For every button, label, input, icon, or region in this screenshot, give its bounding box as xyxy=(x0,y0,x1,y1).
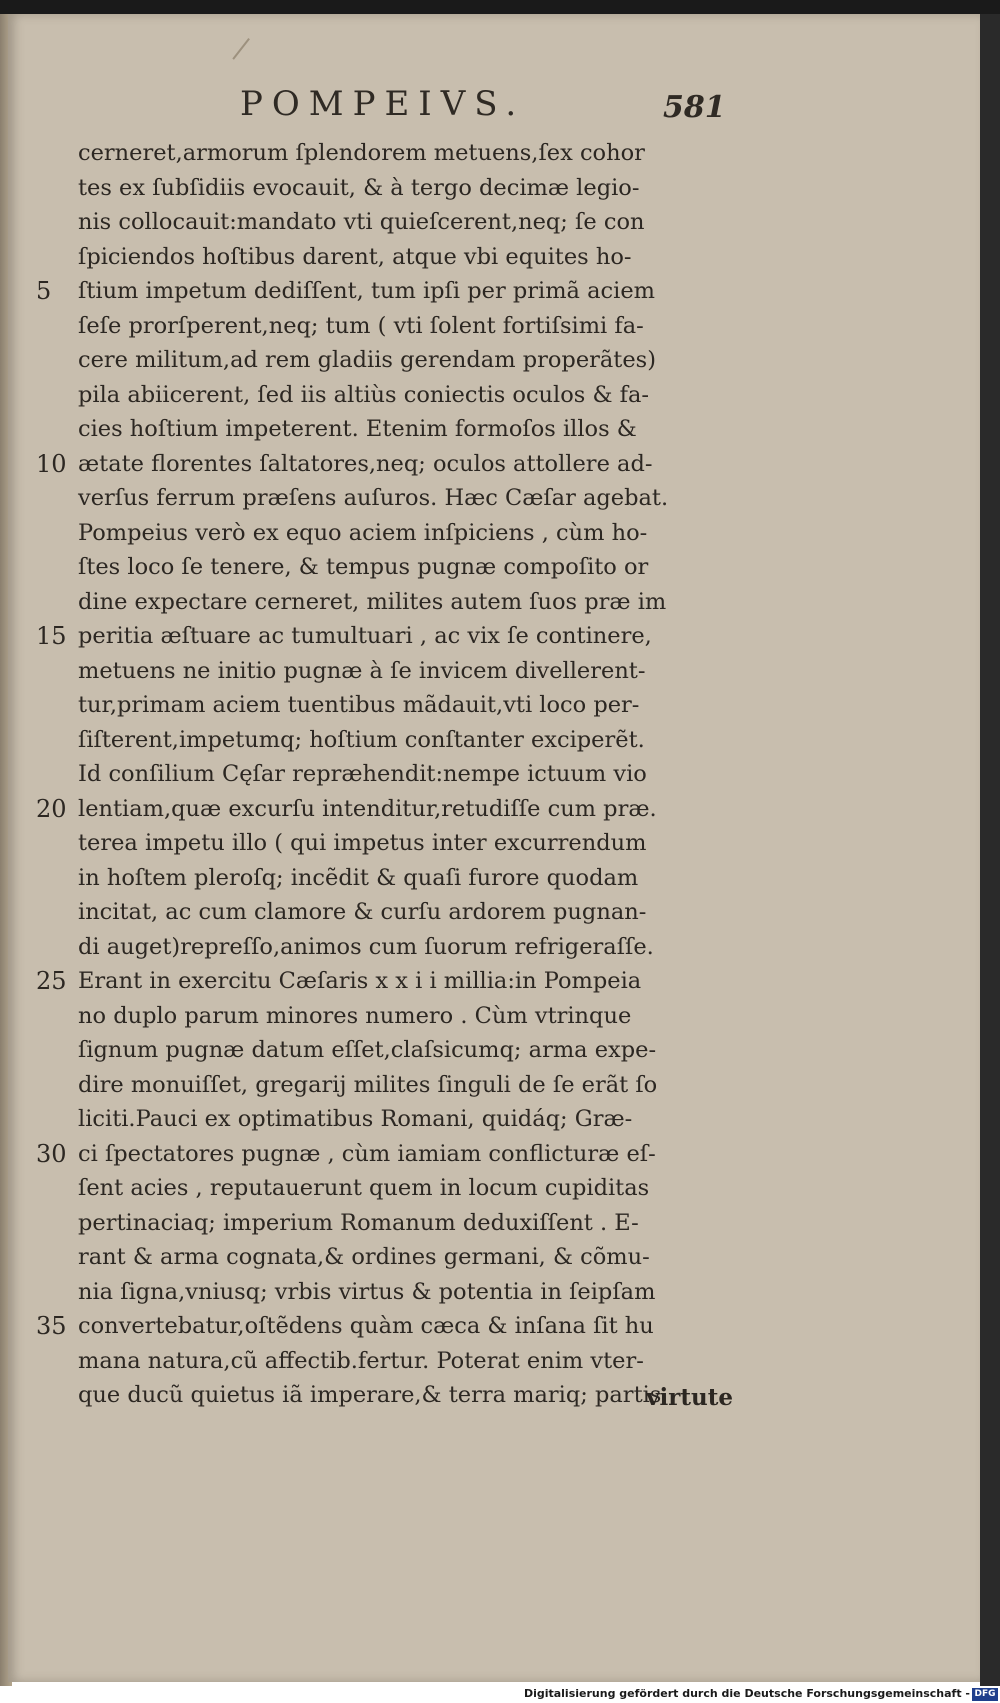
line-text: ætate florentes ſaltatores,neq; oculos attollere ad- xyxy=(78,450,653,477)
line-text: dire monuiſſet, gregarij milites ſinguli de ſe erãt ſo xyxy=(78,1071,658,1098)
text-line xyxy=(36,792,738,827)
text-line xyxy=(78,136,738,171)
text-line xyxy=(78,481,738,516)
line-number: 35 xyxy=(36,1312,67,1340)
text-line xyxy=(78,1068,738,1103)
line-text: cies hoſtium impeterent. Etenim formoſos illos & xyxy=(78,416,637,442)
text-line xyxy=(78,1275,738,1310)
line-text: in hoſtem pleroſq; incẽdit & quaſi furore quodam xyxy=(78,864,639,891)
line-text: Id conſilium Cęſar repræhendit:nempe ictuum vio xyxy=(78,761,647,787)
line-number: 15 xyxy=(36,622,67,650)
line-text: no duplo parum minores numero . Cùm vtrinque xyxy=(78,1002,632,1029)
text-line xyxy=(78,412,738,447)
text-block xyxy=(36,136,738,1413)
line-text: cerneret,armorum ſplendorem metuens,ſex cohor xyxy=(78,140,645,166)
text-line xyxy=(78,585,738,620)
text-line xyxy=(78,654,738,689)
right-border xyxy=(980,14,1000,1686)
line-text: metuens ne initio pugnæ à ſe invicem divellerent- xyxy=(78,657,646,684)
folio-number: 581 xyxy=(663,90,726,125)
line-text: ſpiciendos hoſtibus darent, atque vbi equites ho- xyxy=(78,243,632,270)
line-text: pila abiicerent, ſed iis altiùs coniectis oculos & fa- xyxy=(78,381,650,408)
line-text: lentiam,quæ excurſu intenditur,retudiſſe cum præ. xyxy=(78,795,657,822)
text-line xyxy=(36,964,738,999)
dfg-logo-icon[interactable]: DFG xyxy=(972,1688,998,1701)
text-line xyxy=(78,309,738,344)
text-line xyxy=(78,688,738,723)
text-line xyxy=(78,1240,738,1275)
line-text: Pompeius verò ex equo aciem inſpiciens , cùm ho- xyxy=(78,519,648,546)
line-text: nis collocauit:mandato vti quieſcerent,neq; ſe con xyxy=(78,209,645,235)
text-line xyxy=(78,1033,738,1068)
line-text: nia ſigna,vniusq; vrbis virtus & potentia in ſeipſam xyxy=(78,1278,656,1305)
line-text: convertebatur,oſtẽdens quàm cæca & inſana ſit hu xyxy=(78,1313,654,1339)
text-line xyxy=(78,723,738,758)
text-line xyxy=(78,378,738,413)
running-head: POMPEIVS. xyxy=(240,84,526,124)
line-number: 5 xyxy=(36,277,52,305)
text-line xyxy=(78,930,738,965)
line-number: 25 xyxy=(36,967,67,995)
text-line xyxy=(36,1309,738,1344)
line-text: cere militum,ad rem gladiis gerendam properãtes) xyxy=(78,347,656,373)
line-text: di auget)repreſſo,animos cum ſuorum refrigeraſſe. xyxy=(78,933,654,960)
line-text: peritia æſtuare ac tumultuari , ac vix ſe continere, xyxy=(78,623,652,649)
text-line xyxy=(78,1171,738,1206)
line-text: verſus ferrum præſens auſuros. Hæc Cæſar agebat. xyxy=(78,485,669,511)
text-line xyxy=(78,550,738,585)
text-line xyxy=(78,1102,738,1137)
line-text: que ducũ quietus iã imperare,& terra mariq; partis xyxy=(78,1382,662,1408)
line-text: terea impetu illo ( qui impetus inter excurrendum xyxy=(78,830,647,856)
line-text: ci ſpectatores pugnæ , cùm iamiam conflicturæ eſ- xyxy=(78,1140,656,1167)
top-border xyxy=(0,0,1000,14)
line-text: ſtes loco ſe tenere, & tempus pugnæ compoſito or xyxy=(78,554,649,580)
line-number: 10 xyxy=(36,449,67,478)
line-text: liciti.Pauci ex optimatibus Romani, quidáq; Græ- xyxy=(78,1106,633,1132)
text-line xyxy=(78,999,738,1034)
footer xyxy=(0,1686,1000,1703)
catchword: virtute xyxy=(646,1384,733,1411)
text-line xyxy=(78,895,738,930)
line-number: 20 xyxy=(36,794,67,823)
line-text: rant & arma cognata,& ordines germani, & cõmu- xyxy=(78,1244,650,1270)
line-text: dine expectare cerneret, milites autem ſuos præ im xyxy=(78,588,667,615)
text-line xyxy=(78,240,738,275)
footer-credit[interactable]: Digitalisierung gefördert durch die Deutsche Forschungsgemeinschaft - xyxy=(523,1687,970,1700)
line-text: pertinaciaq; imperium Romanum deduxiſſent . E- xyxy=(78,1209,639,1236)
line-text: incitat, ac cum clamore & curſu ardorem pugnan- xyxy=(78,899,647,925)
text-line xyxy=(78,1206,738,1241)
line-number: 30 xyxy=(36,1139,67,1168)
text-line xyxy=(36,1137,738,1172)
line-text: mana natura,cũ affectib.fertur. Poterat enim vter- xyxy=(78,1347,644,1374)
line-text: ſtium impetum dediſſent, tum ipſi per primã aciem xyxy=(78,278,655,304)
line-text: ſeſe prorſperent,neq; tum ( vti ſolent fortiſsimi fa- xyxy=(78,312,644,339)
text-line xyxy=(78,861,738,896)
text-line xyxy=(78,171,738,206)
line-text: ſent acies , reputauerunt quem in locum cupiditas xyxy=(78,1175,650,1201)
text-line xyxy=(36,447,738,482)
text-line xyxy=(36,619,738,654)
line-text: ſiſterent,impetumq; hoſtium conſtanter exciperẽt. xyxy=(78,726,645,753)
text-line xyxy=(36,274,738,309)
text-line xyxy=(78,205,738,240)
text-line xyxy=(78,757,738,792)
text-line xyxy=(78,1344,738,1379)
line-text: ſignum pugnæ datum eſſet,claſsicumq; arma expe- xyxy=(78,1037,657,1063)
line-text: tur,primam aciem tuentibus mãdauit,vti loco per- xyxy=(78,692,640,718)
text-line xyxy=(78,826,738,861)
text-line xyxy=(78,343,738,378)
text-line xyxy=(78,516,738,551)
line-text: Erant in exercitu Cæſaris x x i i millia:in Pompeia xyxy=(78,968,642,994)
line-text: tes ex ſubſidiis evocauit, & à tergo decimæ legio- xyxy=(78,174,640,201)
